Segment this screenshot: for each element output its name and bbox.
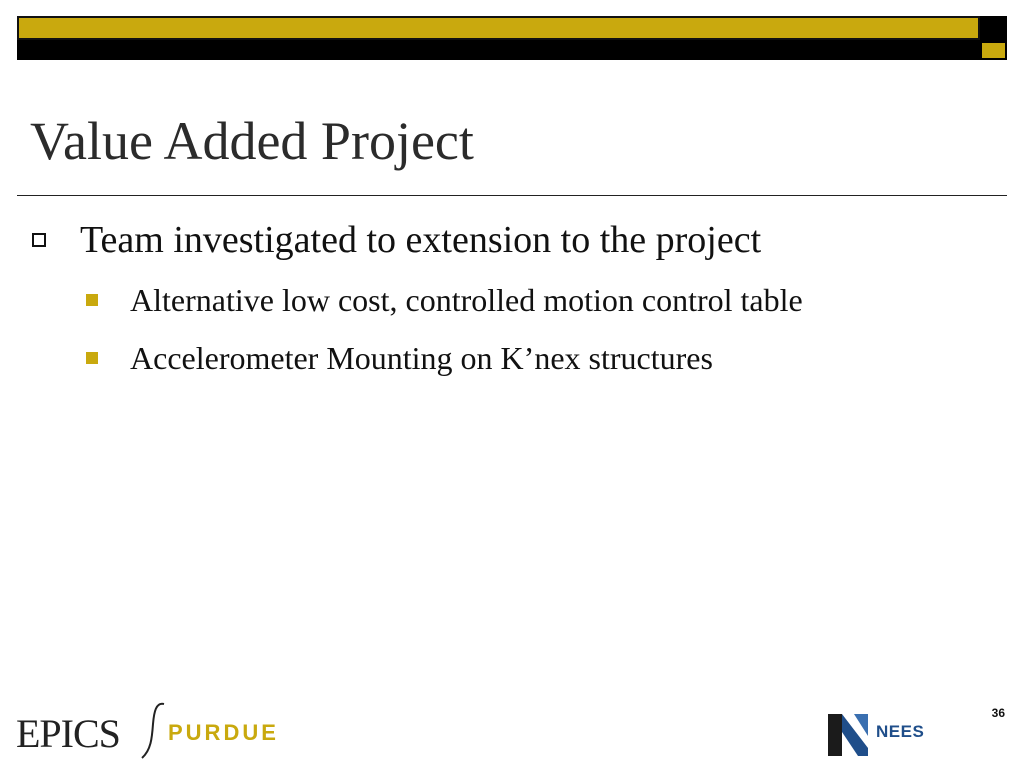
- corner-gold-square: [982, 43, 1005, 58]
- top-black-bar: [17, 40, 1007, 60]
- bullet-text: Team investigated to extension to the project: [80, 219, 762, 261]
- subbullet-text: Alternative low cost, controlled motion control table: [130, 282, 803, 318]
- slide-number: 36: [991, 706, 1005, 720]
- filled-square-bullet-icon: [86, 294, 98, 306]
- top-gold-bar: [17, 16, 980, 40]
- nees-logo: [828, 710, 938, 758]
- filled-square-bullet-icon: [86, 352, 98, 364]
- slide-title: Value Added Project: [30, 111, 474, 171]
- nees-mark-icon: [828, 714, 868, 756]
- subbullet-text: Accelerometer Mounting on K’nex structures: [130, 340, 713, 376]
- nees-logo-text: NEES: [876, 722, 925, 741]
- epics-logo-text: EPICS: [16, 711, 120, 756]
- corner-black-square: [980, 16, 1007, 43]
- purdue-logo-text: PURDUE: [168, 720, 279, 745]
- title-divider: [17, 195, 1007, 196]
- hollow-square-bullet-icon: [32, 233, 46, 247]
- epics-purdue-logo: [16, 700, 286, 760]
